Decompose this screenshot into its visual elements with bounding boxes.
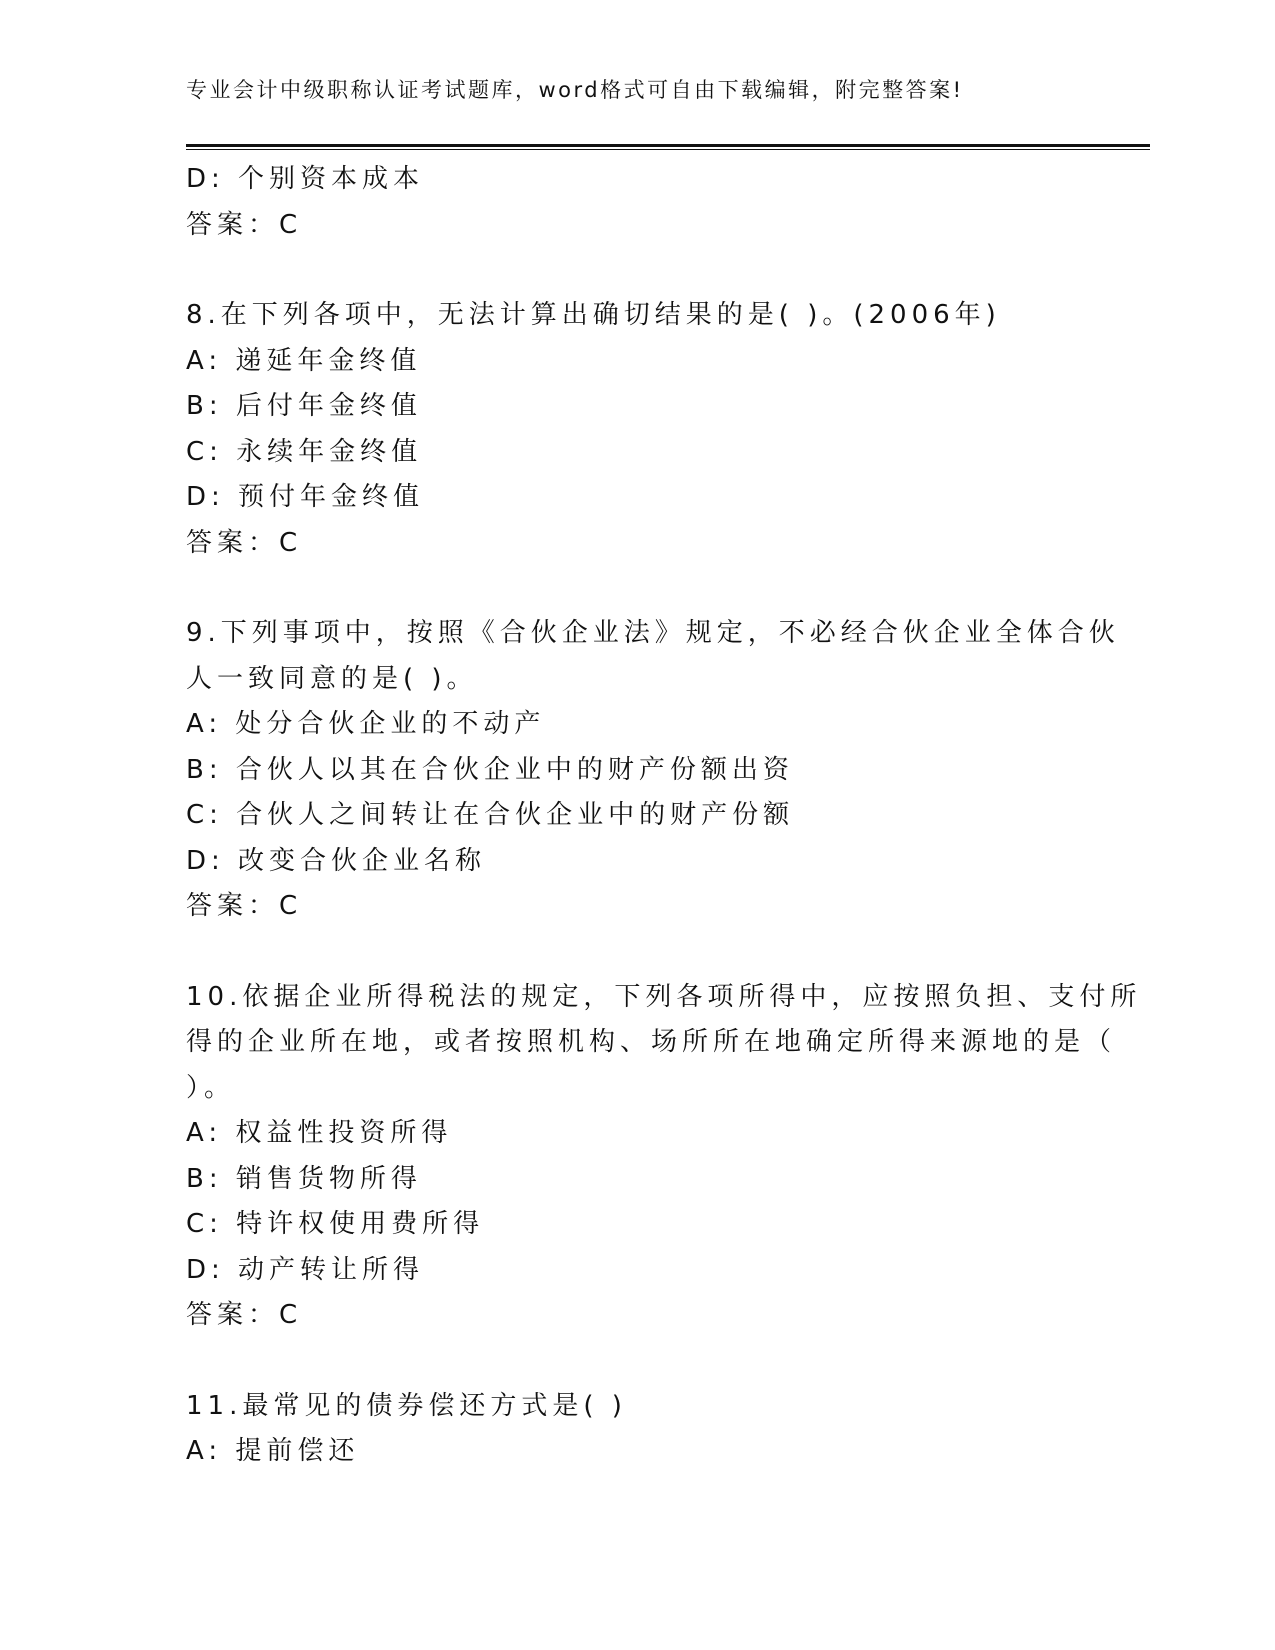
answer-line: 答案：C	[186, 209, 303, 240]
question-block-7	[186, 157, 1086, 248]
option-line: A: 提前偿还	[186, 1436, 360, 1466]
question-stem: 人一致同意的是( )。	[186, 663, 478, 694]
header-rule-thin	[186, 149, 1150, 150]
block-gap	[186, 930, 1086, 975]
question-stem: 8.在下列各项中，无法计算出确切结果的是( )。(2006年)	[186, 300, 1001, 330]
option-line: D: 个别资本成本	[186, 164, 425, 194]
option-line: D: 改变合伙企业名称	[186, 845, 487, 876]
answer-line: 答案：C	[186, 891, 303, 921]
block-gap	[186, 566, 1086, 611]
question-stem: 得的企业所在地，或者按照机构、场所所在地确定所得来源地的是（	[186, 1027, 1117, 1057]
question-stem: 11.最常见的债券偿还方式是( )	[186, 1390, 627, 1421]
answer-line: 答案：C	[186, 527, 303, 558]
question-block-10	[186, 975, 1142, 1339]
option-line: B: 销售货物所得	[186, 1163, 422, 1194]
question-stem: ）。	[186, 1072, 236, 1103]
question-stem: 9.下列事项中，按照《合伙企业法》规定，不必经合伙企业全体合伙	[186, 618, 1120, 648]
question-content	[186, 157, 1142, 1475]
option-line: C: 特许权使用费所得	[186, 1209, 485, 1239]
question-stem: 10.依据企业所得税法的规定，下列各项所得中，应按照负担、支付所	[186, 981, 1142, 1012]
option-line: C: 合伙人之间转让在合伙企业中的财产份额	[186, 800, 795, 830]
option-line: C: 永续年金终值	[186, 436, 423, 467]
page-header: 专业会计中级职称认证考试题库，word格式可自由下载编辑，附完整答案!	[186, 78, 964, 102]
question-block-11	[186, 1384, 1086, 1475]
block-gap	[186, 1339, 1086, 1384]
question-block-9	[186, 611, 1120, 930]
option-line: A: 处分合伙企业的不动产	[186, 709, 546, 739]
question-block-8	[186, 293, 1086, 566]
option-line: D: 预付年金终值	[186, 482, 425, 512]
option-line: A: 权益性投资所得	[186, 1118, 453, 1148]
block-gap	[186, 248, 1086, 293]
option-line: D: 动产转让所得	[186, 1254, 425, 1285]
option-line: B: 后付年金终值	[186, 391, 422, 421]
header-rule-thick	[186, 144, 1150, 147]
answer-line: 答案：C	[186, 1300, 303, 1330]
option-line: B: 合伙人以其在合伙企业中的财产份额出资	[186, 754, 794, 785]
option-line: A: 递延年金终值	[186, 345, 422, 376]
